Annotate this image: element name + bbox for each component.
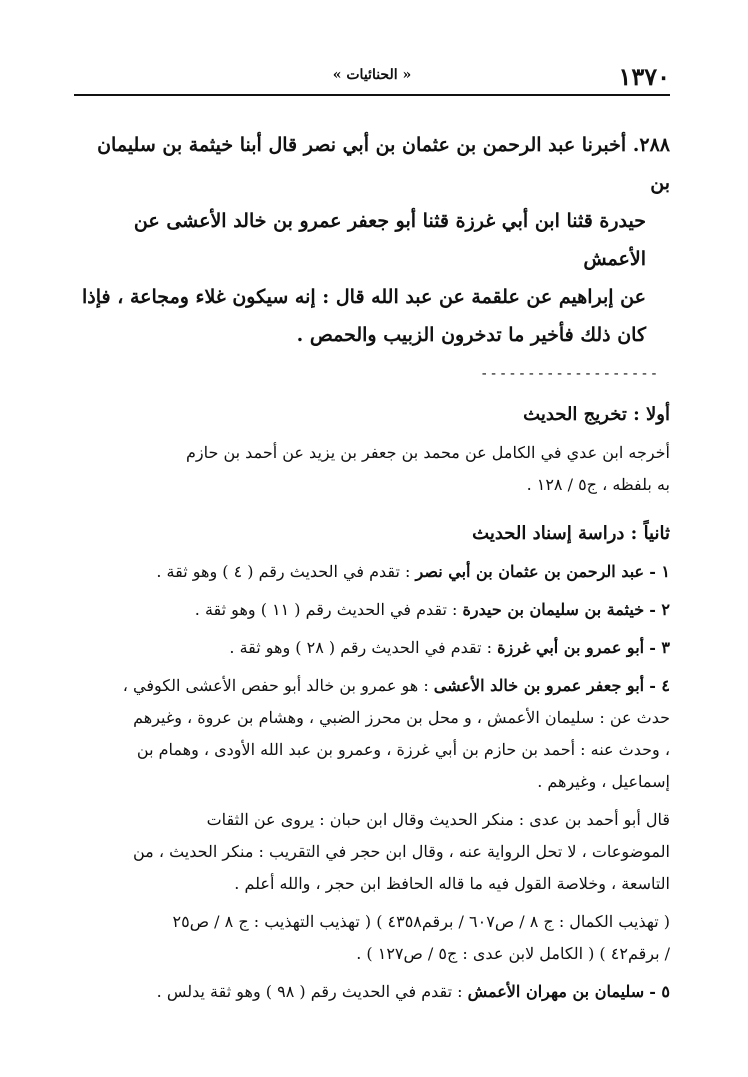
narrator-assessment bbox=[74, 804, 670, 900]
running-title: « الحنائيات » bbox=[332, 67, 412, 83]
reference-line-1: ( تهذيب الكمال : ج ٨ / ص٦٠٧ / برقم٤٣٥٨ ) ( تهذيب التهذيب : ج ٨ / ص٢٥ bbox=[172, 912, 670, 931]
narrator-item-1 bbox=[74, 556, 670, 588]
assessment-line-3: التاسعة ، وخلاصة القول فيه ما قاله الحافظ ابن حجر ، والله أعلم . bbox=[234, 874, 670, 893]
narrator-text: : تقدم في الحديث رقم ( ٤ ) وهو ثقة . bbox=[156, 562, 411, 581]
isnad-heading: ثانياً : دراسة إسناد الحديث bbox=[472, 523, 670, 544]
reference-line-2: / برقم٤٢ ) ( الكامل لابن عدى : ج٥ / ص١٢٧ ) . bbox=[356, 944, 670, 963]
narrator-name: عبد الرحمن بن عثمان بن أبي نصر bbox=[415, 562, 645, 581]
hadith-line-3: عن إبراهيم عن علقمة عن عبد الله قال : إنه سيكون غلاء ومجاعة ، فإذا bbox=[82, 286, 646, 308]
narrator-name: سليمان بن مهران الأعمش bbox=[467, 982, 645, 1001]
narrator-text: : تقدم في الحديث رقم ( ١١ ) وهو ثقة . bbox=[194, 600, 458, 619]
hadith-line-2: حيدرة قثنا ابن أبي غرزة قثنا أبو جعفر عمرو بن خالد الأعشى عن الأعمش bbox=[133, 210, 646, 270]
hadith-line bbox=[74, 126, 670, 202]
takhrij-line-1: أخرجه ابن عدي في الكامل عن محمد بن جعفر بن يزيد عن أحمد بن حازم bbox=[185, 443, 670, 462]
book-page bbox=[74, 62, 670, 1014]
page-header bbox=[74, 62, 670, 94]
hadith-number: ٢٨٨. bbox=[632, 134, 670, 156]
narrator-name: أبو جعفر عمرو بن خالد الأعشى bbox=[433, 676, 645, 695]
narrator-text: ، وحدث عنه : أحمد بن حازم بن أبي غرزة ، وعمرو بن عبد الله الأودى ، وهمام بن bbox=[136, 740, 670, 759]
page-number: ١٣٧٠ bbox=[618, 62, 670, 91]
narrator-item-3 bbox=[74, 632, 670, 664]
takhrij-line-2: به بلفظه ، ج٥ / ١٢٨ . bbox=[526, 475, 670, 494]
assessment-line-2: الموضوعات ، لا تحل الرواية عنه ، وقال ابن حجر في التقريب : منكر الحديث ، من bbox=[133, 842, 670, 861]
narrator-number: ١ - bbox=[649, 562, 670, 581]
narrator-item-5 bbox=[74, 976, 670, 1008]
narrator-number: ٣ - bbox=[649, 638, 670, 657]
narrator-text: إسماعيل ، وغيرهم . bbox=[537, 772, 670, 791]
narrator-name: خيثمة بن سليمان بن حيدرة bbox=[462, 600, 645, 619]
narrator-text: : هو عمرو بن خالد أبو حفص الأعشى الكوفي ، bbox=[122, 676, 429, 695]
references bbox=[74, 906, 670, 970]
section-separator: ------------------- bbox=[480, 366, 660, 382]
hadith-line-4: كان ذلك فأخير ما تدخرون الزبيب والحمص . bbox=[296, 324, 646, 346]
hadith-line-1: عبد الرحمن بن عثمان بن أبي نصر قال أبنا خيثمة بن سليمان بن bbox=[97, 134, 670, 194]
takhrij-heading: أولا : تخريج الحديث bbox=[523, 404, 670, 425]
narrator-text: : تقدم في الحديث رقم ( ٩٨ ) وهو ثقة يدلس . bbox=[156, 982, 463, 1001]
narrator-text: : تقدم في الحديث رقم ( ٢٨ ) وهو ثقة . bbox=[229, 638, 493, 657]
narrator-item-4 bbox=[74, 670, 670, 798]
hadith-opener: أخبرنا bbox=[581, 134, 627, 156]
assessment-line-1: قال أبو أحمد بن عدى : منكر الحديث وقال ابن حبان : يروى عن الثقات bbox=[206, 810, 670, 829]
takhrij-paragraph bbox=[74, 437, 670, 501]
narrator-number: ٤ - bbox=[649, 676, 670, 695]
narrator-text: حدث عن : سليمان الأعمش ، و محل بن محرز الضبي ، وهشام بن عروة ، وغيرهم bbox=[133, 708, 670, 727]
narrator-number: ٥ - bbox=[649, 982, 670, 1001]
narrator-number: ٢ - bbox=[649, 600, 670, 619]
narrator-name: أبو عمرو بن أبي غرزة bbox=[497, 638, 645, 657]
header-rule bbox=[74, 94, 670, 96]
narrator-item-2 bbox=[74, 594, 670, 626]
hadith-text bbox=[74, 126, 670, 354]
